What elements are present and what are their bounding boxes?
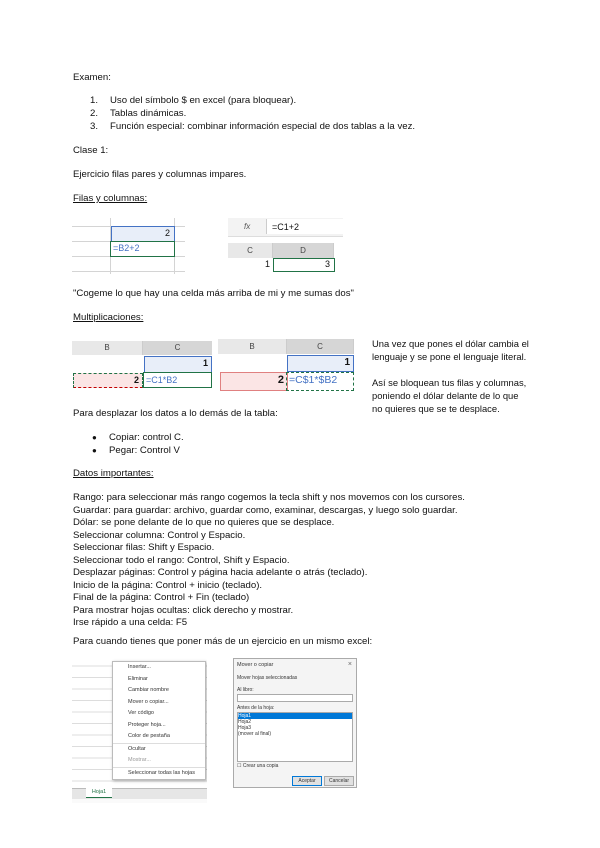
important-line: Inicio de la página: Control + inicio (teclado). <box>73 579 263 591</box>
column-header-c[interactable]: C <box>143 341 212 355</box>
bullet-item: ● Pegar: Control V <box>92 445 180 456</box>
quote-text: "Cogeme lo que hay una celda más arriba de mi y me sumas dos" <box>73 288 354 299</box>
sheet-tab[interactable]: Hoja1 <box>86 788 112 798</box>
exercise-text: Ejercicio filas pares y columnas impares. <box>73 169 247 180</box>
excel-context-menu-screenshot <box>72 655 207 803</box>
important-line: Desplazar páginas: Control y página hacia adelante o atrás (teclado). <box>73 567 368 578</box>
cell-value: 1 <box>344 357 350 368</box>
formula-bar-input[interactable]: =C1+2 <box>272 222 300 232</box>
move-data-text: Para desplazar los datos a lo demás de la tabla: <box>73 408 278 419</box>
move-copy-dialog-screenshot <box>228 655 358 790</box>
menu-item-select-all-sheets[interactable]: Seleccionar todas las hojas <box>113 767 205 780</box>
menu-item-move-copy[interactable]: Mover o copiar... <box>128 698 169 705</box>
important-line: Guardar: para guardar: archivo, guardar como, examinar, descargas, y luego solo guardar. <box>73 504 458 516</box>
excel-screenshot-4 <box>218 337 368 394</box>
column-header-b[interactable]: B <box>72 341 143 355</box>
dollar-note: Una vez que pones el dólar cambia el lenguaje y se pone el lenguaje literal. Así se bloquean tus filas y columnas, poniendo el dólar delante de lo que no quieres que se te desplace. <box>372 338 529 414</box>
page-title: Examen: <box>73 72 111 83</box>
menu-item-unhide[interactable]: Mostrar... <box>128 757 151 763</box>
fx-icon: fx <box>244 222 251 231</box>
excel-screenshot-1 <box>72 218 185 274</box>
before-sheet-label: Antes de la hoja: <box>237 705 275 711</box>
sheet-list-item[interactable]: (mover al final) <box>238 731 272 737</box>
context-menu <box>112 661 206 780</box>
menu-item-insert[interactable]: Insertar... <box>128 664 151 670</box>
sheet-list-item[interactable]: Hoja3 <box>238 725 252 731</box>
cell-formula: =C1*B2 <box>146 375 178 385</box>
mult-heading: Multiplicaciones: <box>73 312 144 323</box>
important-line: Seleccionar todo el rango: Control, Shift y Espacio. <box>73 554 290 566</box>
cell-formula: =B2+2 <box>113 243 140 253</box>
copy-checkbox[interactable]: ☐ Crear una copia <box>237 763 279 769</box>
dialog-title: Mover o copiar <box>237 662 274 668</box>
menu-item-view-code[interactable]: Ver código <box>128 710 154 716</box>
cell-value: 2 <box>277 374 284 386</box>
cell-value: 3 <box>324 259 330 269</box>
cell-value: 1 <box>202 358 208 368</box>
important-line: Para mostrar hojas ocultas: click derecho y mostrar. <box>73 604 294 616</box>
multi-exercise-text: Para cuando tienes que poner más de un ejercicio en un mismo excel: <box>73 636 373 647</box>
ok-button[interactable]: Aceptar <box>292 776 322 786</box>
bullet-item: ● Copiar: control C. <box>92 432 184 443</box>
important-line: Dólar: se pone delante de lo que no quieres que se desplace. <box>73 517 335 528</box>
cell-value: 2 <box>164 228 170 238</box>
cancel-button[interactable]: Cancelar <box>324 776 354 786</box>
column-header-d[interactable]: D <box>273 243 334 258</box>
column-header-b[interactable]: B <box>218 339 287 354</box>
column-header-c[interactable]: C <box>287 339 354 354</box>
book-label: Al libro: <box>237 687 254 693</box>
sheet-list[interactable] <box>237 712 353 762</box>
important-line: Seleccionar filas: Shift y Espacio. <box>73 542 215 553</box>
exam-item: 2. Tablas dinámicas. <box>90 108 187 119</box>
cell-formula: =C$1*$B2 <box>289 374 338 386</box>
rows-cols-heading: Filas y columnas: <box>73 193 148 204</box>
exam-item: 1. Uso del símbolo $ en excel (para bloquear). <box>90 95 297 106</box>
menu-item-hide[interactable]: Ocultar <box>113 743 205 756</box>
sheet-list-item[interactable]: Hoja1 <box>238 713 352 719</box>
menu-item-rename[interactable]: Cambiar nombre <box>128 687 169 693</box>
column-header-c[interactable]: C <box>228 243 273 258</box>
menu-item-protect-sheet[interactable]: Proteger hoja... <box>128 721 166 728</box>
menu-item-delete[interactable]: Eliminar <box>128 675 148 682</box>
important-heading: Datos importantes: <box>73 468 154 479</box>
important-line: Final de la página: Control + Fin (teclado) <box>73 592 250 603</box>
book-select[interactable] <box>237 694 353 702</box>
important-line: Rango: para seleccionar más rango cogemos la tecla shift y nos movemos con los cursores. <box>73 492 465 503</box>
exam-item: 3. Función especial: combinar información especial de dos tablas a la vez. <box>90 121 416 132</box>
sheet-list-item[interactable]: Hoja2 <box>238 719 252 725</box>
dialog-subtitle: Mover hojas seleccionadas <box>237 675 298 681</box>
excel-screenshot-3 <box>72 337 212 394</box>
menu-item-tab-color[interactable]: Color de pestaña <box>128 733 170 739</box>
class-heading: Clase 1: <box>73 145 109 156</box>
important-line: Irse rápido a una celda: F5 <box>73 617 188 628</box>
move-copy-dialog <box>233 658 357 788</box>
important-line: Seleccionar columna: Control y Espacio. <box>73 529 246 541</box>
close-icon[interactable]: × <box>347 661 352 668</box>
cell-value: 1 <box>264 259 270 269</box>
excel-screenshot-2 <box>228 218 343 274</box>
cell-value: 2 <box>133 375 139 385</box>
